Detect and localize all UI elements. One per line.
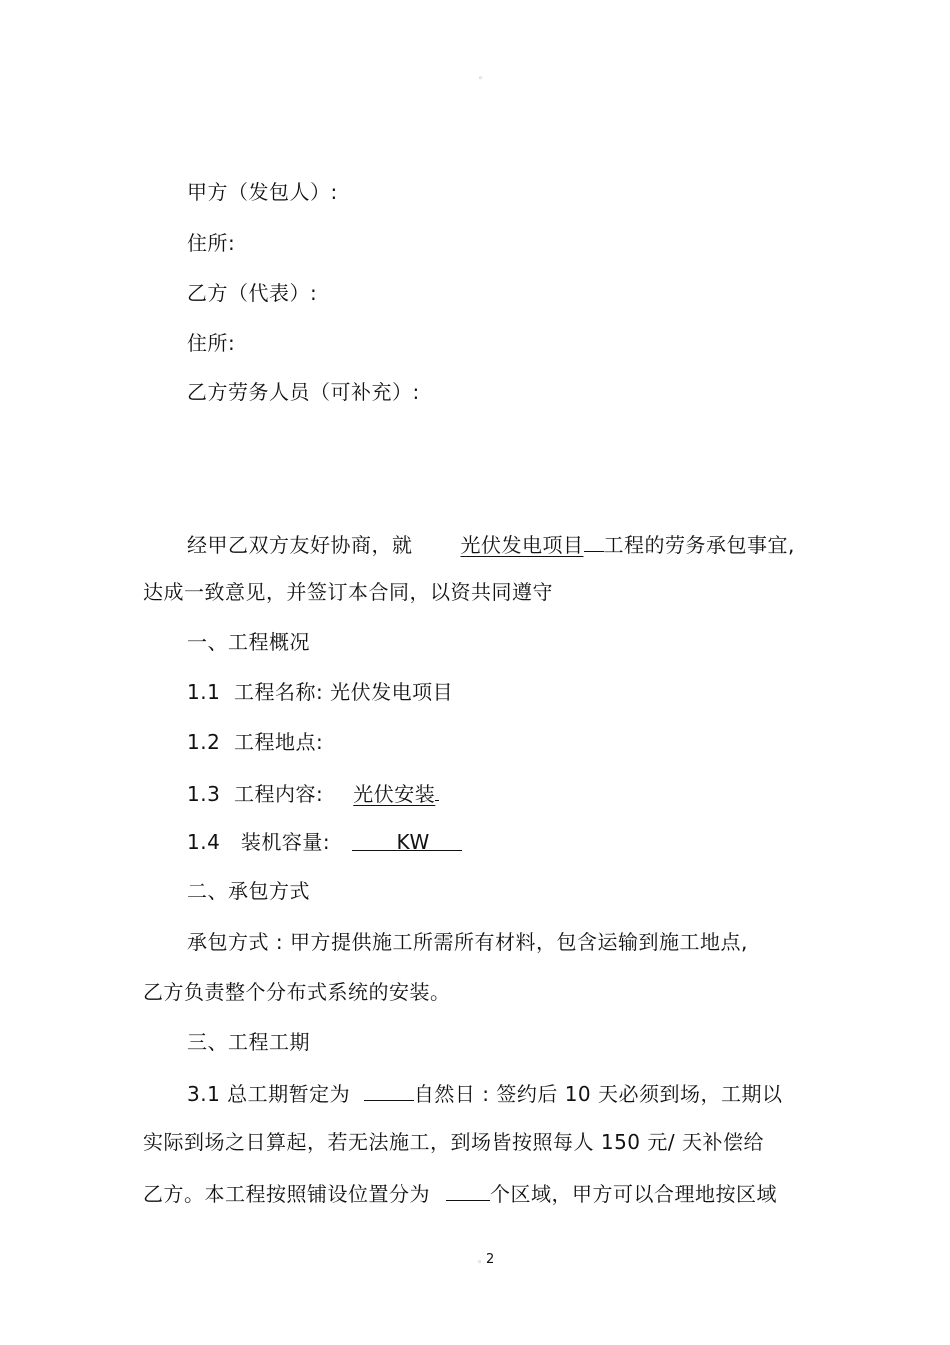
item-1-1-number: 1.1 [187,680,221,704]
item-1-4-number: 1.4 [187,830,221,854]
item-1-3 [187,780,439,806]
project-blank [584,531,604,552]
section2-line-1: 承包方式 : 甲方提供施工所需所有材料，包含运输到施工地点, [187,930,748,954]
total-duration-blank [364,1080,414,1101]
party-b-workers-label: 乙方劳务人员（可补充）: [187,380,420,404]
intro-text-1: 经甲乙双方友好协商，就 [187,533,413,557]
section3-para-line-2: 实际到场之日算起，若无法施工，到场皆按照每人 150 元/ 天补偿给 [143,1130,764,1154]
party-a-label: 甲方（发包人）: [187,180,338,204]
page-number: 2 [486,1252,495,1267]
item-1-3-value: 光伏安装 [353,782,436,806]
section3-text-3a: 乙方。本工程按照铺设位置分为 [143,1182,430,1206]
intro-line-2: 达成一致意见，并签订本合同，以资共同遵守 [143,580,553,604]
item-1-4-label: 装机容量: [240,830,331,854]
item-1-2-label: 工程地点: [234,730,324,754]
item-1-4 [187,830,462,854]
project-name-fill: 光伏发电项目 [460,533,584,557]
capacity-unit: KW [396,830,430,854]
section3-text-1b: 自然日 : 签约后 10 天必须到场，工期以 [413,1082,783,1106]
item-1-3-blank [435,780,439,801]
item-1-1 [187,680,453,704]
item-1-2-number: 1.2 [187,730,221,754]
area-count-blank [446,1180,490,1201]
intro-line-1 [187,531,795,557]
section2-line-2: 乙方负责整个分布式系统的安装。 [143,980,451,1004]
section3-text-1a: 3.1 总工期暂定为 [187,1082,351,1106]
footer-mark: 。 [478,1255,486,1264]
intro-text-2: 工程的劳务承包事宜, [603,533,795,557]
capacity-blank [352,830,462,854]
section2-title: 二、承包方式 [187,879,310,903]
section3-para-line-3 [143,1180,777,1206]
item-1-1-value: 光伏发电项目 [330,680,454,704]
address-a-label: 住所: [187,231,236,255]
section3-text-3b: 个区域，甲方可以合理地按区域 [490,1182,777,1206]
section3-title: 三、工程工期 [187,1030,310,1054]
item-1-3-number: 1.3 [187,782,221,806]
header-mark: 。 [479,71,487,80]
address-b-label: 住所: [187,331,236,355]
section1-title: 一、工程概况 [187,630,310,654]
item-1-2 [187,730,323,754]
item-1-1-label: 工程名称: [234,680,324,704]
section3-para-line-1 [187,1080,783,1106]
item-1-3-label: 工程内容: [234,782,324,806]
party-b-label: 乙方（代表）: [187,281,318,305]
